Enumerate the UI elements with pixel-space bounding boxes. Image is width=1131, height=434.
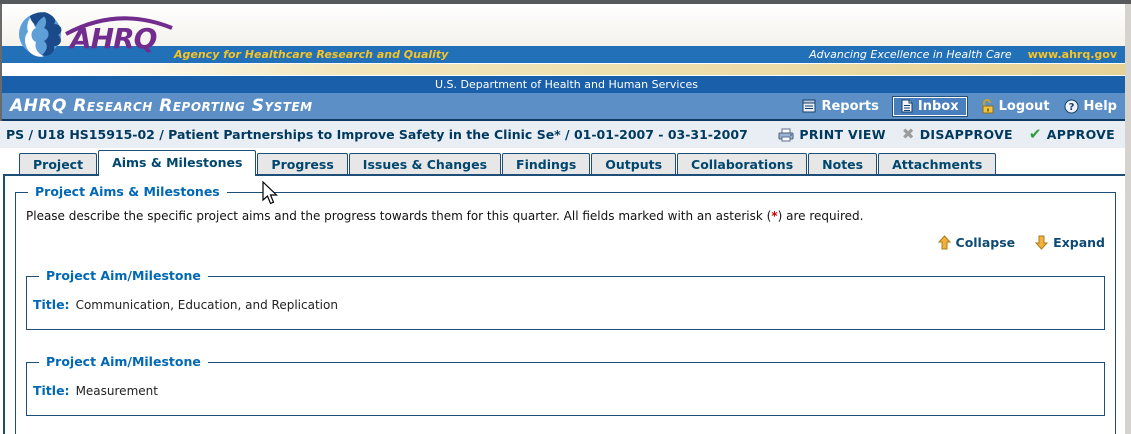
aim-title-value: Communication, Education, and Replication: [75, 298, 338, 312]
collapse-label: Collapse: [955, 235, 1016, 250]
window-right-edge: [1125, 4, 1131, 434]
app-title-bar: [2, 93, 1131, 121]
approve-label: APPROVE: [1046, 127, 1115, 142]
aim-title-line: [33, 297, 1096, 312]
ahrq-wordmark: AHRQ: [70, 22, 157, 55]
header: [0, 4, 1131, 121]
description-text-end: ) are required.: [777, 209, 864, 223]
tab-outputs[interactable]: Outputs: [591, 153, 676, 174]
expand-down-arrow-icon: [1035, 235, 1048, 250]
approve-check-icon: ✔: [1028, 125, 1042, 143]
ahrq-url-link[interactable]: www.ahrq.gov: [1027, 48, 1117, 61]
nav-help[interactable]: [1064, 99, 1117, 114]
disapprove-x-icon: ✖: [901, 125, 915, 143]
disapprove-button[interactable]: [902, 127, 1013, 142]
svg-text:?: ?: [1068, 101, 1074, 113]
title-label: Title:: [33, 297, 70, 312]
hhs-department-bar: [2, 76, 1131, 93]
tab-content-panel: [3, 174, 1128, 434]
aim-title-value: Measurement: [75, 384, 158, 398]
disapprove-label: DISAPPROVE: [919, 127, 1013, 142]
tab-aims-milestones[interactable]: Aims & Milestones: [98, 150, 256, 176]
hhs-department-text: U.S. Department of Health and Human Services: [434, 78, 699, 91]
nav-help-label: Help: [1083, 98, 1117, 114]
tan-divider-stripe: [2, 63, 1131, 76]
aim-milestone-box-1: [26, 268, 1105, 330]
app-nav: [802, 97, 1117, 116]
aim-legend: Project Aim/Milestone: [39, 354, 208, 369]
section-description: [26, 209, 1105, 223]
tab-notes[interactable]: Notes: [808, 153, 877, 174]
ahrq-logo: [14, 8, 334, 64]
agency-tagline: Agency for Healthcare Research and Quality: [174, 48, 449, 61]
print-view-label: PRINT VIEW: [799, 127, 886, 142]
nav-reports[interactable]: [802, 99, 878, 114]
breadcrumb: PS / U18 HS15915-02 / Patient Partnerships to Improve Safety in the Clinic Se* / 01-01-2007 - 03-31-2007: [6, 127, 748, 142]
help-icon: [1064, 99, 1079, 114]
expand-all-link[interactable]: [1035, 235, 1105, 250]
reports-icon: [802, 99, 816, 113]
breadcrumb-bar: [0, 121, 1131, 148]
tab-findings[interactable]: Findings: [502, 153, 590, 174]
nav-logout-label: Logout: [998, 98, 1050, 114]
nav-inbox-label: Inbox: [917, 98, 959, 114]
collapse-up-arrow-icon: [938, 235, 951, 250]
tab-project[interactable]: Project: [19, 153, 97, 174]
nav-reports-label: Reports: [821, 98, 879, 114]
description-text: Please describe the specific project aims and the progress towards them for this quarter. All fields marked with an asterisk (: [26, 209, 772, 223]
advancing-text: Advancing Excellence in Health Care: [809, 48, 1012, 61]
aim-milestone-box-2: [26, 354, 1105, 416]
tab-issues-changes[interactable]: Issues & Changes: [349, 153, 501, 174]
app-title: AHRQ Research Reporting System: [10, 96, 313, 116]
record-actions: [778, 127, 1115, 142]
required-asterisk: *: [771, 209, 778, 223]
tab-attachments[interactable]: Attachments: [878, 153, 996, 174]
title-label: Title:: [33, 383, 70, 398]
section-legend: Project Aims & Milestones: [28, 184, 227, 199]
nav-logout[interactable]: [981, 99, 1050, 114]
nav-inbox[interactable]: [893, 97, 967, 116]
collapse-expand-controls: [26, 235, 1105, 250]
inbox-icon: [901, 99, 913, 113]
open-padlock-icon: [981, 99, 994, 114]
collapse-all-link[interactable]: [938, 235, 1016, 250]
tab-bar: [0, 148, 1131, 174]
approve-button[interactable]: [1029, 127, 1115, 142]
print-view-button[interactable]: [778, 127, 885, 142]
expand-label: Expand: [1053, 235, 1105, 250]
tab-collaborations[interactable]: Collaborations: [677, 153, 807, 174]
project-aims-section: [15, 184, 1116, 434]
printer-icon: [778, 128, 794, 142]
tab-progress[interactable]: Progress: [257, 153, 347, 174]
aim-legend: Project Aim/Milestone: [39, 268, 208, 283]
aim-title-line: [33, 383, 1096, 398]
hhs-eagle-ahrq-logo-graphic: [14, 8, 334, 64]
